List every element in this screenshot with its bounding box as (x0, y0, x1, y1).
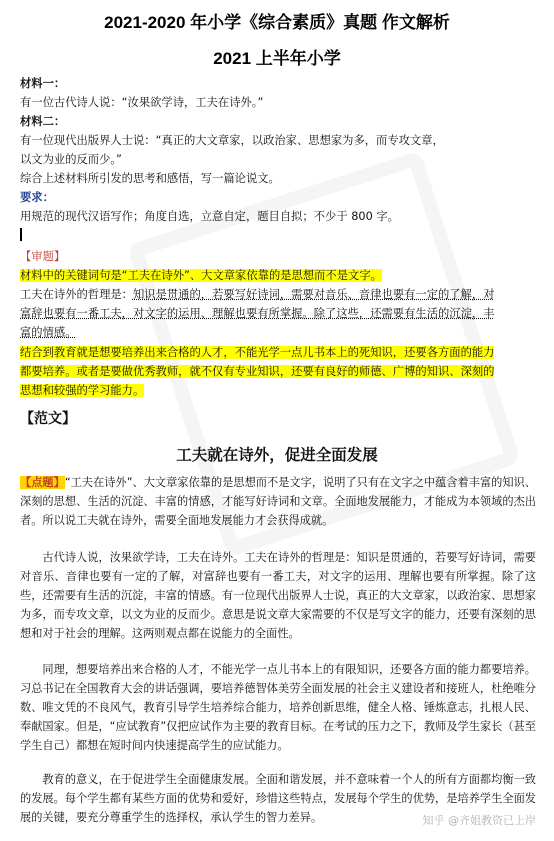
text-cursor (20, 228, 22, 241)
essay-section-label: 【范文】 (20, 411, 76, 427)
analysis-highlight-2-line-2 (20, 364, 494, 379)
essay-paragraph-3: 同理，想要培养出来合格的人才，不能光学一点儿书本上的有限知识，还要各方面的能力都要培养。习总书记在全国教育大会的讲话强调，要培养德智体美劳全面发展的社会主义建设者和接班人，杜绝唯分数、唯文凭的不良风气，教育引导学生培养综合能力，培养创新思维，健全人格、锤炼意志，扎根人民、奉献国家。但是，“应试教育”仅把应试作为主要的教育目标。在考试的压力之下，教师及学生家长（甚至学生自己）都想在短时间内快速提高学生的应试能力。 (20, 663, 536, 752)
material-1-text: 有一位古代诗人说：“汝果欲学诗，工夫在诗外。” (20, 96, 264, 109)
analysis-para-line-3: 富的情感。 (20, 326, 77, 339)
prompt-summary: 综合上述材料所引发的思考和感悟，写一篇论说文。 (20, 172, 280, 185)
analysis-highlight-1 (20, 268, 382, 283)
material-2-line-2: 以文为业的反而少。” (20, 153, 122, 166)
analysis-tag: 【审题】 (20, 250, 66, 263)
material-2-line-1: 有一位现代出版界人士说：“真正的大文章家，以政治家、思想家为多，而专攻文章， (20, 134, 444, 147)
material-2-label: 材料二： (20, 115, 66, 128)
document-title: 2021-2020 年小学《综合素质》真题 作文解析 (104, 13, 450, 32)
point-tag: 【点题】 (20, 476, 65, 489)
analysis-para-prefix: 工夫在诗外的哲理是： (20, 288, 133, 301)
analysis-highlight-2-line-3 (20, 383, 144, 398)
requirement-label: 要求： (20, 191, 54, 204)
essay-title: 工夫就在诗外，促进全面发展 (176, 446, 378, 464)
highlight-span: 都要培养。或者是要做优秀教师，就不仅有专业知识，还要有良好的师德、广博的知识、深刻的 (20, 365, 495, 378)
essay-paragraph-1 (20, 473, 536, 530)
highlight-span: 思想和较强的学习能力。 (20, 384, 145, 397)
essay-paragraph-2: 古代诗人说，汝果欲学诗，工夫在诗外。工夫在诗外的哲理是：知识是贯通的，若要写好诗词，需要对音乐、音律也要有一定的了解，对富辞也要有一番工夫，对文字的运用、理解也要有所掌握。除了这些，还需要有生活的沉淀，丰富的情感。有一位现代出版界人士说，真正的大文章家，以政治家、思想家为多，而专攻文章，以文为业的反而少。意思是说文章大家需要的不仅是写文字的能力，还要有深刻的思想和对于社会的理解。这两则观点都在说能力的全面性。 (20, 551, 536, 640)
requirement-text: 用规范的现代汉语写作；角度自选，立意自定，题目自拟；不少于 800 字。 (20, 210, 399, 223)
analysis-para-line-2: 富辞也要有一番工夫，对文字的运用、理解也要有所掌握。除了这些，还需要有生活的沉淀，丰 (20, 307, 495, 320)
essay-paragraph-1-text: “工夫在诗外”、大文章家依靠的是思想而不是文字，说明了只有在文字之中蕴含着丰富的知识、深刻的思想、生活的沉淀、丰富的情感，才能写好诗词和文章。全面地发展能力，才能成为本领域的杰出者。所以说工夫就在诗外，需要全面地发展能力才会获得成就。 (20, 476, 536, 527)
analysis-para-line-1 (20, 287, 495, 302)
analysis-highlight-2-line-1 (20, 345, 494, 360)
document-subtitle: 2021 上半年小学 (213, 49, 341, 68)
material-1-label: 材料一： (20, 77, 66, 90)
highlight-span: 结合到教育就是想要培养出来合格的人才，不能光学一点儿书本上的死知识，还要各方面的能力 (20, 346, 495, 359)
essay-paragraph-4: 教育的意义，在于促进学生全面健康发展。全面和谐发展，并不意味着一个人的所有方面都均衡一致的发展。每个学生都有某些方面的优势和爱好，珍惜这些特点，发展每个学生的优势，是培养学生全面发展的关键，要充分尊重学生的选择权，承认学生的智力差异。 (20, 773, 536, 824)
watermark-text: 知乎 @齐姐教资已上岸 (422, 814, 536, 827)
highlight-span: 材料中的关键词句是“工夫在诗外”、大文章家依靠的是思想而不是文字。 (20, 269, 382, 282)
analysis-para-underlined: 知识是贯通的，若要写好诗词，需要对音乐、音律也要有一定的了解，对 (132, 288, 495, 301)
